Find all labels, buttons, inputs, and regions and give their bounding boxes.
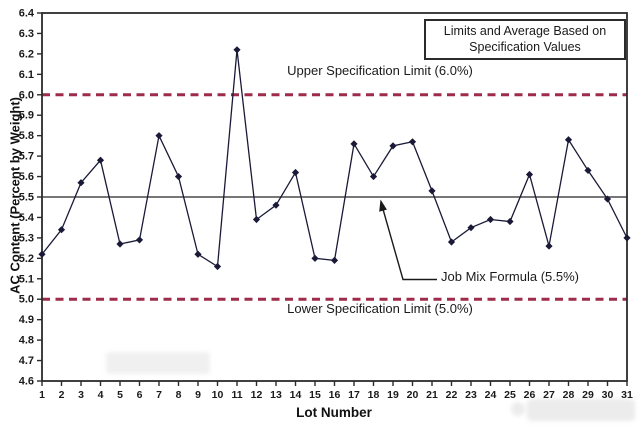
svg-text:5.1: 5.1: [18, 273, 34, 286]
svg-text:28: 28: [562, 389, 575, 401]
svg-text:4.6: 4.6: [18, 375, 34, 388]
data-point: [233, 46, 240, 53]
svg-text:6.1: 6.1: [18, 68, 34, 81]
data-point: [175, 173, 182, 180]
svg-text:29: 29: [582, 389, 594, 401]
svg-text:6.4: 6.4: [18, 7, 34, 20]
job-mix-arrow: [379, 200, 437, 280]
svg-text:20: 20: [406, 389, 419, 401]
svg-text:5.5: 5.5: [18, 191, 34, 204]
data-point: [623, 234, 630, 241]
svg-text:6.3: 6.3: [18, 27, 34, 40]
x-axis-ticks: [39, 381, 633, 401]
svg-text:30: 30: [601, 389, 614, 401]
watermark-bottom-right: [527, 399, 635, 421]
svg-text:6.2: 6.2: [18, 48, 34, 61]
data-point: [545, 242, 552, 249]
data-point: [584, 167, 591, 174]
data-series-markers: [38, 46, 630, 270]
data-point: [136, 236, 143, 243]
lower-spec-limit-label: Lower Specification Limit (5.0%): [287, 301, 473, 316]
legend-line2: Specification Values: [469, 40, 581, 55]
svg-text:8: 8: [175, 389, 182, 401]
svg-text:2: 2: [58, 389, 65, 401]
svg-text:27: 27: [543, 389, 555, 401]
svg-text:5.7: 5.7: [18, 150, 34, 163]
data-point: [565, 136, 572, 143]
data-point: [350, 140, 357, 147]
svg-text:15: 15: [309, 389, 321, 401]
svg-text:5.9: 5.9: [18, 109, 34, 122]
svg-text:12: 12: [250, 389, 263, 401]
data-point: [506, 218, 513, 225]
svg-text:5.8: 5.8: [18, 130, 34, 143]
svg-text:21: 21: [426, 389, 438, 401]
svg-text:10: 10: [211, 389, 224, 401]
data-point: [526, 171, 533, 178]
svg-text:9: 9: [195, 389, 201, 401]
data-point: [331, 257, 338, 264]
svg-text:31: 31: [621, 389, 633, 401]
svg-text:7: 7: [156, 389, 162, 401]
data-series-line: [42, 50, 627, 267]
data-point: [155, 132, 162, 139]
data-point: [292, 169, 299, 176]
svg-text:5.0: 5.0: [18, 293, 34, 306]
svg-text:23: 23: [465, 389, 477, 401]
data-point: [194, 251, 201, 258]
svg-text:4.7: 4.7: [18, 355, 34, 368]
svg-text:22: 22: [445, 389, 458, 401]
legend-line1: Limits and Average Based on: [443, 24, 607, 38]
x-axis-title: Lot Number: [296, 405, 372, 420]
job-mix-formula-label: Job Mix Formula (5.5%): [441, 269, 579, 284]
svg-text:5.4: 5.4: [18, 211, 34, 224]
svg-text:6.0: 6.0: [18, 89, 34, 102]
data-point: [389, 142, 396, 149]
svg-text:17: 17: [348, 389, 360, 401]
data-point: [311, 255, 318, 262]
data-point: [214, 263, 221, 270]
svg-text:25: 25: [504, 389, 516, 401]
svg-text:13: 13: [270, 389, 282, 401]
legend-box: [424, 19, 626, 60]
data-point: [370, 173, 377, 180]
upper-spec-limit-label: Upper Specification Limit (6.0%): [287, 63, 473, 78]
svg-text:18: 18: [367, 389, 380, 401]
data-point: [409, 138, 416, 145]
svg-text:14: 14: [289, 389, 302, 401]
svg-text:4.8: 4.8: [18, 334, 34, 347]
svg-text:4: 4: [97, 389, 104, 401]
svg-text:5.2: 5.2: [18, 252, 34, 265]
svg-text:26: 26: [523, 389, 536, 401]
data-point: [487, 216, 494, 223]
svg-text:11: 11: [231, 389, 243, 401]
svg-text:19: 19: [387, 389, 399, 401]
watermark-center: [106, 352, 210, 374]
svg-text:16: 16: [328, 389, 341, 401]
svg-text:5.6: 5.6: [18, 171, 34, 184]
svg-text:4.9: 4.9: [18, 314, 34, 327]
svg-text:1: 1: [39, 389, 45, 401]
svg-text:5: 5: [117, 389, 123, 401]
svg-text:6: 6: [136, 389, 143, 401]
svg-text:3: 3: [78, 389, 84, 401]
svg-text:24: 24: [484, 389, 497, 401]
data-point: [428, 187, 435, 194]
y-axis-title: AC Content (Percent by Weight): [7, 97, 23, 294]
svg-text:5.3: 5.3: [18, 232, 34, 245]
data-point: [116, 240, 123, 247]
